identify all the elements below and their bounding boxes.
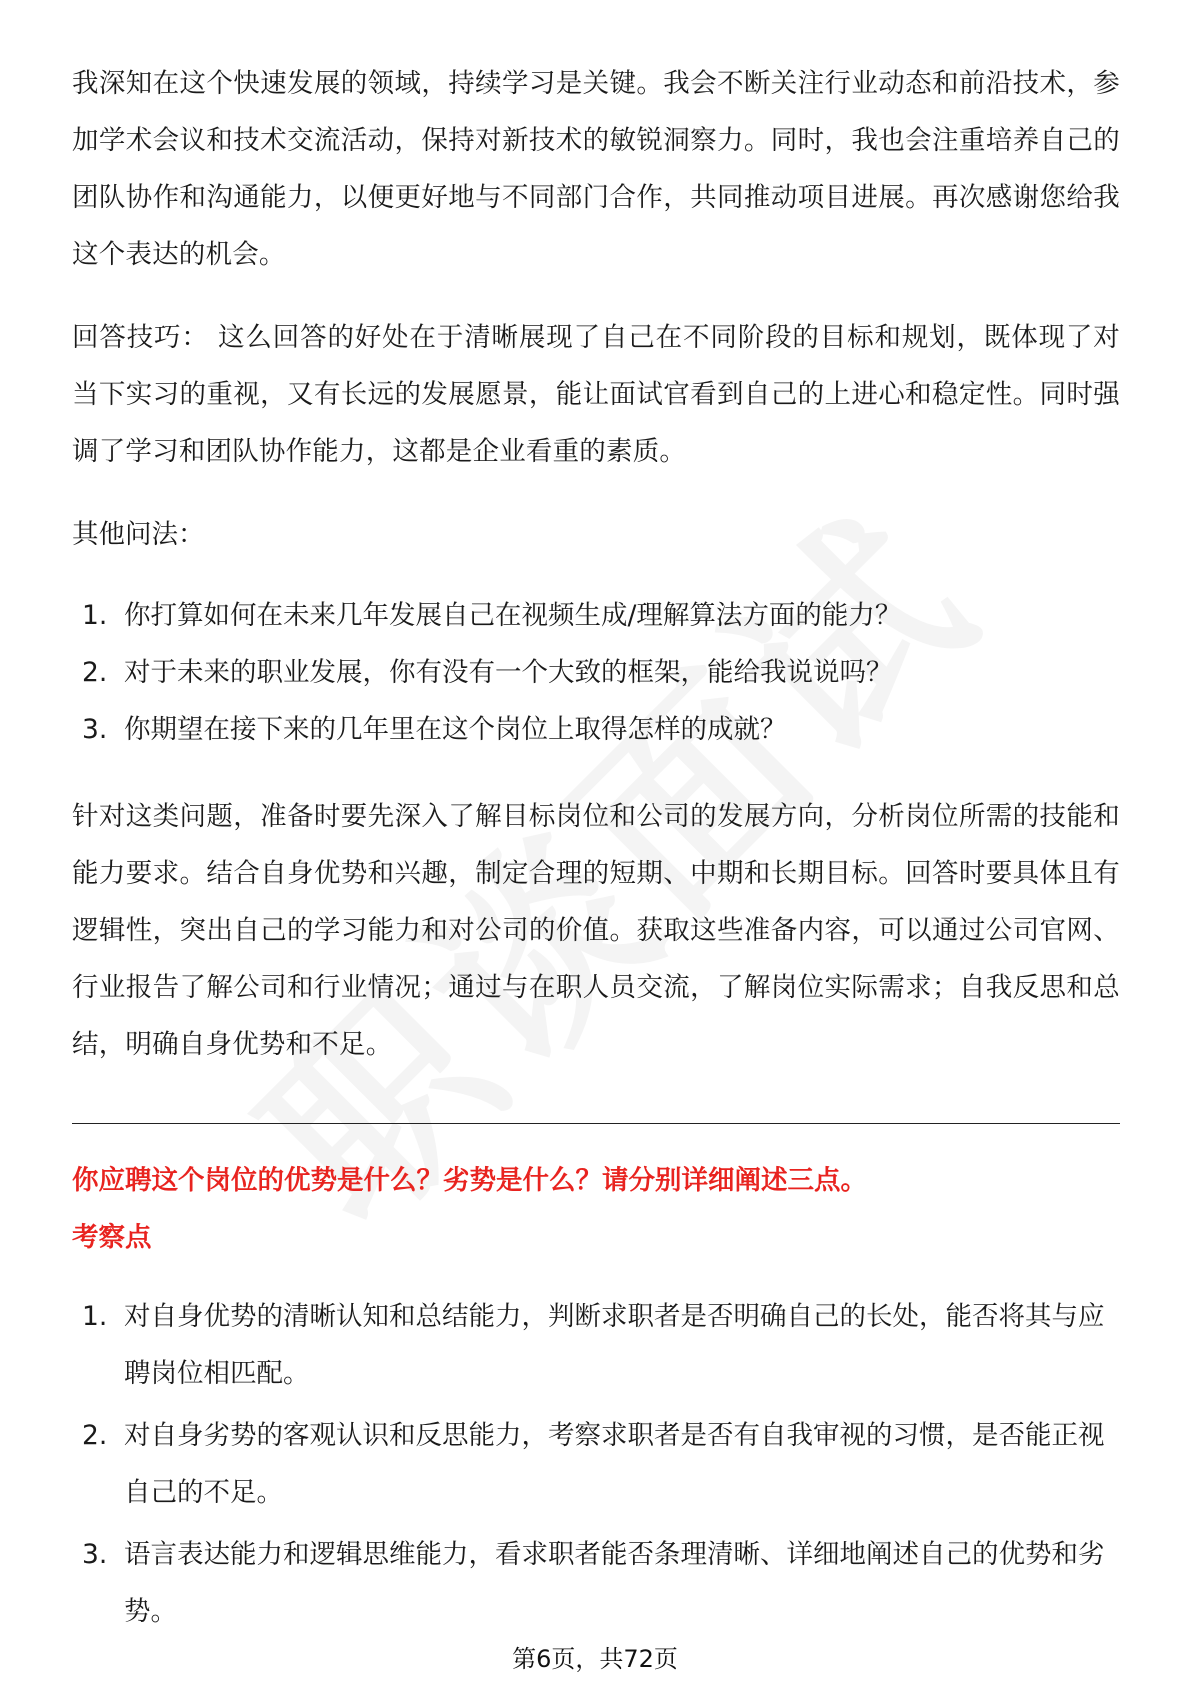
list-number: 2. (82, 1420, 108, 1451)
other-questions-list (72, 587, 1120, 758)
list-item (72, 1288, 1120, 1402)
section-divider (72, 1123, 1120, 1124)
list-item-text: 语言表达能力和逻辑思维能力，看求职者能否条理清晰、详细地阐述自己的优势和劣势。 (124, 1539, 1105, 1627)
page-number-footer: 第6页，共72页 (512, 1645, 678, 1673)
next-question-section (72, 1152, 1120, 1645)
list-item-text: 对自身劣势的客观认识和反思能力，考察求职者是否有自我审视的习惯，是否能正视自己的不足。 (124, 1420, 1105, 1508)
list-number: 2. (82, 657, 108, 688)
list-number: 1. (82, 600, 108, 631)
list-item (72, 1526, 1120, 1640)
list-number: 3. (82, 1539, 108, 1570)
tip-paragraph: 回答技巧： 这么回答的好处在于清晰展现了自己在不同阶段的目标和规划，既体现了对当下实习的重视，又有长远的发展愿景，能让面试官看到自己的上进心和稳定性。同时强调了学习和团队协作能力，这都是企业看重的素质。 (72, 322, 1120, 467)
list-item (72, 587, 1120, 644)
list-item-text: 你打算如何在未来几年发展自己在视频生成/理解算法方面的能力？ (124, 600, 902, 631)
question-title: 你应聘这个岗位的优势是什么？劣势是什么？请分别详细阐述三点。 (72, 1165, 867, 1196)
assessment-points-heading: 考察点 (72, 1222, 152, 1253)
document-body (72, 55, 1120, 1073)
list-item (72, 644, 1120, 701)
list-item-text: 对自身优势的清晰认知和总结能力，判断求职者是否明确自己的长处，能否将其与应聘岗位相匹配。 (124, 1301, 1105, 1389)
other-questions-label: 其他问法： (72, 519, 205, 550)
list-item-text: 对于未来的职业发展，你有没有一个大致的框架，能给我说说吗？ (124, 657, 893, 688)
list-number: 1. (82, 1301, 108, 1332)
list-item (72, 701, 1120, 758)
list-number: 3. (82, 714, 108, 745)
prep-paragraph: 针对这类问题，准备时要先深入了解目标岗位和公司的发展方向，分析岗位所需的技能和能力要求。结合自身优势和兴趣，制定合理的短期、中期和长期目标。回答时要具体且有逻辑性，突出自己的学习能力和对公司的价值。获取这些准备内容，可以通过公司官网、行业报告了解公司和行业情况；通过与在职人员交流，了解岗位实际需求；自我反思和总结，明确自身优势和不足。 (72, 801, 1120, 1060)
list-item-text: 你期望在接下来的几年里在这个岗位上取得怎样的成就？ (124, 714, 787, 745)
assessment-points-list (72, 1288, 1120, 1640)
list-item (72, 1407, 1120, 1521)
intro-paragraph: 我深知在这个快速发展的领域，持续学习是关键。我会不断关注行业动态和前沿技术，参加学术会议和技术交流活动，保持对新技术的敏锐洞察力。同时，我也会注重培养自己的团队协作和沟通能力，以便更好地与不同部门合作，共同推动项目进展。再次感谢您给我这个表达的机会。 (72, 68, 1120, 270)
